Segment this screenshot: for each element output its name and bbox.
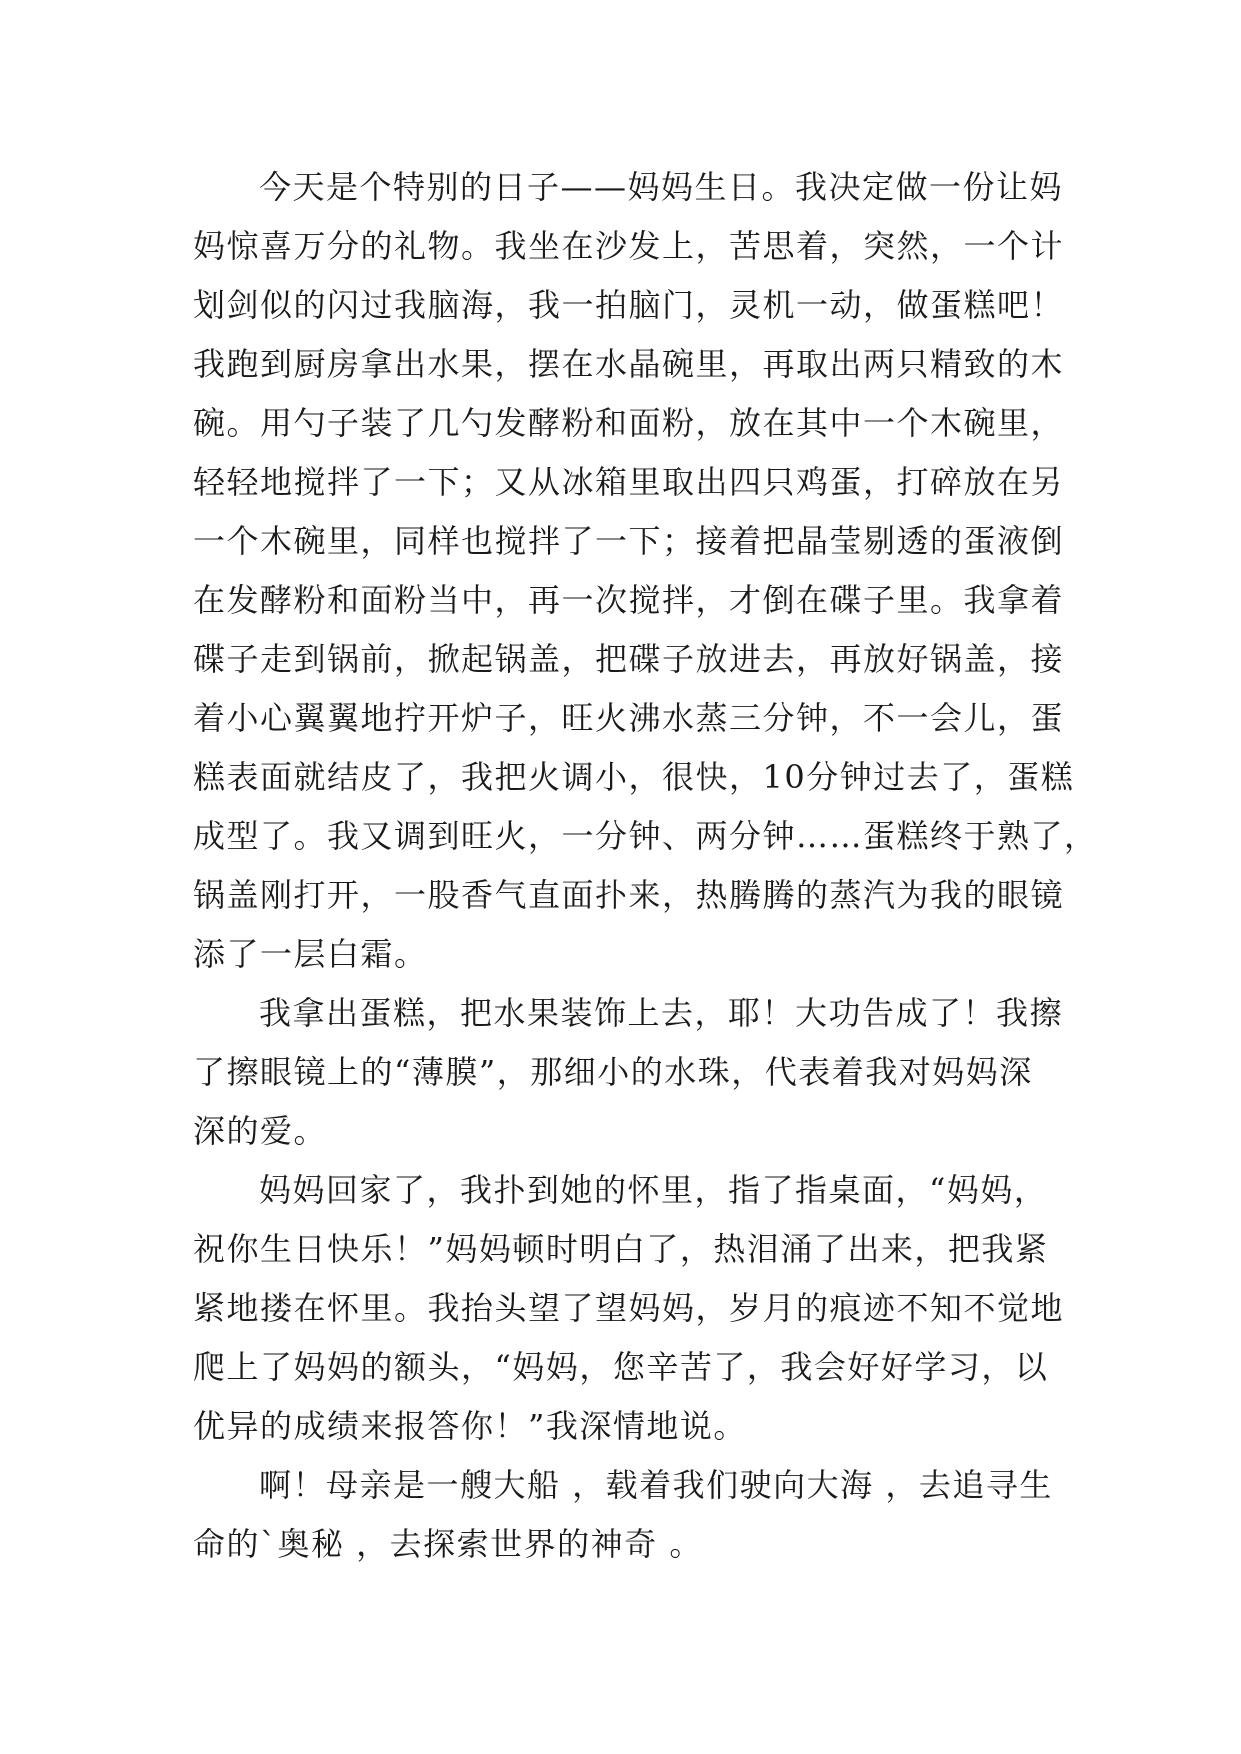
text-line: 妈妈回家了，我扑到她的怀里，指了指桌面，“妈妈， xyxy=(259,1171,1048,1209)
text-line: 在发酵粉和面粉当中，再一次搅拌，才倒在碟子里。我拿着 xyxy=(193,581,1065,619)
paragraph-1 xyxy=(193,158,1098,984)
text-line: 碗。用勺子装了几勺发酵粉和面粉，放在其中一个木碗里， xyxy=(193,404,1065,442)
text-line: 碟子走到锅前，掀起锅盖，把碟子放进去，再放好锅盖，接 xyxy=(193,640,1065,678)
text-line: 了擦眼镜上的“薄膜”，那细小的水珠，代表着我对妈妈深 xyxy=(193,1053,1033,1091)
essay-body xyxy=(193,158,1098,1574)
text-line: 成型了。我又调到旺火，一分钟、两分钟……蛋糕终于熟了， xyxy=(193,817,1098,855)
paragraph-2 xyxy=(193,984,1064,1161)
text-line: 锅盖刚打开，一股香气直面扑来，热腾腾的蒸汽为我的眼镜 xyxy=(193,876,1065,914)
text-line: 添了一层白霜。 xyxy=(193,935,428,973)
text-line: 今天是个特别的日子——妈妈生日。我决定做一份让妈 xyxy=(259,168,1064,206)
text-line: 轻轻地搅拌了一下；又从冰箱里取出四只鸡蛋，打碎放在另 xyxy=(193,463,1065,501)
text-line: 紧地搂在怀里。我抬头望了望妈妈，岁月的痕迹不知不觉地 xyxy=(193,1289,1065,1327)
text-line: 深的爱。 xyxy=(193,1112,328,1150)
text-line: 我跑到厨房拿出水果，摆在水晶碗里，再取出两只精致的木 xyxy=(193,345,1065,383)
text-line: 爬上了妈妈的额头，“妈妈，您辛苦了，我会好好学习，以 xyxy=(193,1348,1049,1386)
text-line: 糕表面就结皮了，我把火调小，很快，10分钟过去了，蛋糕 xyxy=(193,758,1075,796)
text-line: 祝你生日快乐！”妈妈顿时明白了，热泪涌了出来，把我紧 xyxy=(193,1230,1049,1268)
text-line: 啊！母亲是一艘大船 ，载着我们驶向大海 ，去追寻生 xyxy=(259,1466,1053,1504)
text-line: 优异的成绩来报答你！”我深情地说。 xyxy=(193,1407,747,1445)
text-line: 我拿出蛋糕，把水果装饰上去，耶！大功告成了！我擦 xyxy=(259,994,1064,1032)
text-line: 妈惊喜万分的礼物。我坐在沙发上，苦思着，突然，一个计 xyxy=(193,227,1065,265)
paragraph-3 xyxy=(193,1161,1065,1456)
text-line: 着小心翼翼地拧开炉子，旺火沸水蒸三分钟，不一会儿，蛋 xyxy=(193,699,1065,737)
paragraph-4 xyxy=(193,1456,1053,1574)
text-line: 一个木碗里，同样也搅拌了一下；接着把晶莹剔透的蛋液倒 xyxy=(193,522,1065,560)
text-line: 命的`奥秘 ，去探索世界的神奇 。 xyxy=(193,1525,703,1563)
text-line: 划剑似的闪过我脑海，我一拍脑门，灵机一动，做蛋糕吧！ xyxy=(193,286,1065,324)
